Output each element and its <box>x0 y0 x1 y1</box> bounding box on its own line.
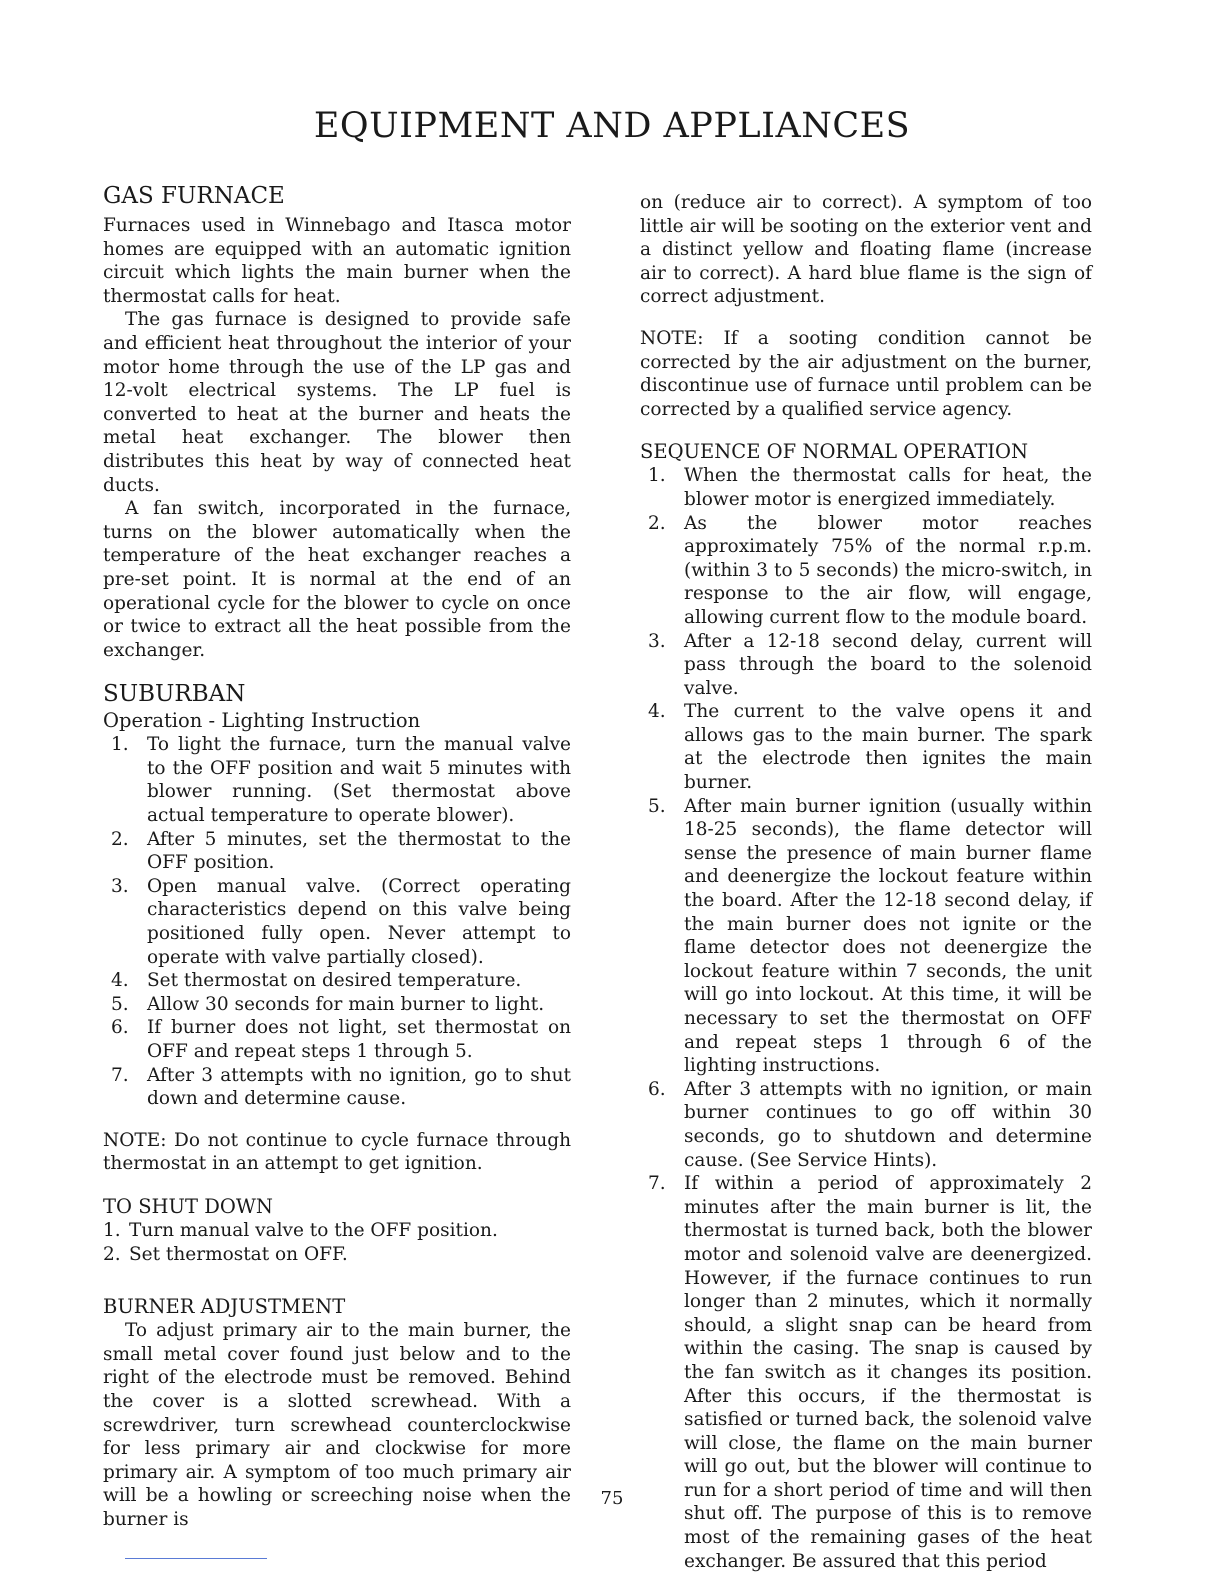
list-item: 1. Turn manual valve to the OFF position. <box>103 1219 498 1241</box>
list-item: 7. If within a period of approximately 2 minutes after the main burner is lit, the thermostat is turned back, both the blower motor and solenoid valve are deenergized. However, if the furnace continues to run longer than 2 minutes, which it normally should, a slight snap can be heard from within the casing. The snap is caused by the fan switch as it changes its position. After this occurs, if the thermostat is satisfied or turned back, the solenoid valve will close, the flame on the main burner will go out, but the blower will continue to run for a short period of time and will then shut off. The purpose of this is to remove most of the remaining gases of the heat exchanger. Be assured that this period <box>648 1173 1092 1572</box>
gas-furnace-heading: GAS FURNACE <box>103 183 285 209</box>
list-item: 1. When the thermostat calls for heat, the blower motor is energized immediately. <box>648 465 1092 510</box>
list-item: 4. The current to the valve opens it and allows gas to the main burner. The spark at the electrode then ignites the main burner. <box>648 701 1092 794</box>
list-item: 5. After main burner ignition (usually within 18-25 seconds), the flame detector will sense the presence of main burner flame and deenergize the lockout feature within the board. After the 12-18 second delay, if the main burner does not ignite or the flame detector does not deenergize the lockout feature within 7 seconds, the unit will go into lockout. At this time, it will be necessary to set the thermostat on OFF and repeat steps 1 through 6 of the lighting instructions. <box>648 795 1092 1077</box>
suburban-heading: SUBURBAN <box>103 681 246 708</box>
sequence-steps-list <box>640 464 1092 1573</box>
page-number: 75 <box>600 1488 624 1509</box>
page-title: EQUIPMENT AND APPLIANCES <box>313 106 911 146</box>
list-item: 1. To light the furnace, turn the manual valve to the OFF position and wait 5 minutes with blower running. (Set thermostat above actual temperature to operate blower). <box>111 734 571 827</box>
burner-adjustment-continuation: on (reduce air to correct). A symptom of too little air will be sooting on the exterior vent and a distinct yellow and floating flame (increase air to correct). A hard blue flame is the sign of correct adjustment. <box>640 192 1092 308</box>
list-item: 5. Allow 30 seconds for main burner to light. <box>111 993 545 1015</box>
list-item: 2. After 5 minutes, set the thermostat to the OFF position. <box>111 828 571 874</box>
list-item: 2. As the blower motor reaches approximately 75% of the normal r.p.m. (within 3 to 5 seconds) the micro-switch, in response to the air flow, will engage, allowing current flow to the module board. <box>648 512 1092 628</box>
list-item: 7. After 3 attempts with no ignition, go to shut down and determine cause. <box>111 1064 571 1110</box>
list-item: 6. If burner does not light, set thermostat on OFF and repeat steps 1 through 5. <box>111 1017 571 1062</box>
list-item: 2. Set thermostat on OFF. <box>103 1243 348 1265</box>
shut-down-heading: TO SHUT DOWN <box>103 1194 273 1218</box>
sequence-heading: SEQUENCE OF NORMAL OPERATION <box>640 440 1029 464</box>
list-item: 3. Open manual valve. (Correct operating characteristics depend on this valve being positioned fully open. Never attempt to operate with valve partially closed). <box>111 875 571 968</box>
burner-adjustment-heading: BURNER ADJUSTMENT <box>103 1295 346 1319</box>
burner-adjustment-paragraph: To adjust primary air to the main burner, the small metal cover found just below and to the right of the electrode must be removed. Behind the cover is a slotted screwhead. With a screwdriver, turn screwhead counterclockwise for less primary air and clockwise for more primary air. A symptom of too much primary air will be a howling or screeching noise when the burner is <box>103 1320 571 1530</box>
shut-down-steps-list <box>103 1219 571 1266</box>
gas-furnace-paragraph-3: A fan switch, incorporated in the furnace, turns on the blower automatically when the temperature of the heat exchanger reaches a pre-set point. It is normal at the end of an operational cycle for the blower to cycle on once or twice to extract all the heat possible from the exchanger. <box>103 498 571 661</box>
list-item: 4. Set thermostat on desired temperature. <box>111 970 522 992</box>
list-item: 3. After a 12-18 second delay, current will pass through the board to the solenoid valve. <box>648 630 1092 699</box>
gas-furnace-paragraph-2: The gas furnace is designed to provide safe and efficient heat throughout the interior of your motor home through the use of the LP gas and 12-volt electrical systems. The LP fuel is converted to heat at the burner and heats the metal heat exchanger. The blower then distributes this heat by way of connected heat ducts. <box>103 309 571 496</box>
gas-furnace-paragraph-1: Furnaces used in Winnebago and Itasca motor homes are equipped with an automatic ignition circuit which lights the main burner when the thermostat calls for heat. <box>103 215 571 307</box>
footer-rule <box>125 1558 267 1559</box>
suburban-note: NOTE: Do not continue to cycle furnace through thermostat in an attempt to get ignition. <box>103 1129 571 1175</box>
list-item: 6. After 3 attempts with no ignition, or main burner continues to go off within 30 seconds, go to shutdown and determine cause. (See Service Hints). <box>648 1078 1092 1171</box>
lighting-steps-list <box>103 733 571 1111</box>
burner-adjustment-note: NOTE: If a sooting condition cannot be corrected by the air adjustment on the burner, discontinue use of furnace until problem can be corrected by a qualified service agency. <box>640 327 1092 420</box>
right-column <box>640 191 1092 1573</box>
left-column <box>103 182 571 1532</box>
lighting-instruction-subheading: Operation - Lighting Instruction <box>103 709 421 733</box>
